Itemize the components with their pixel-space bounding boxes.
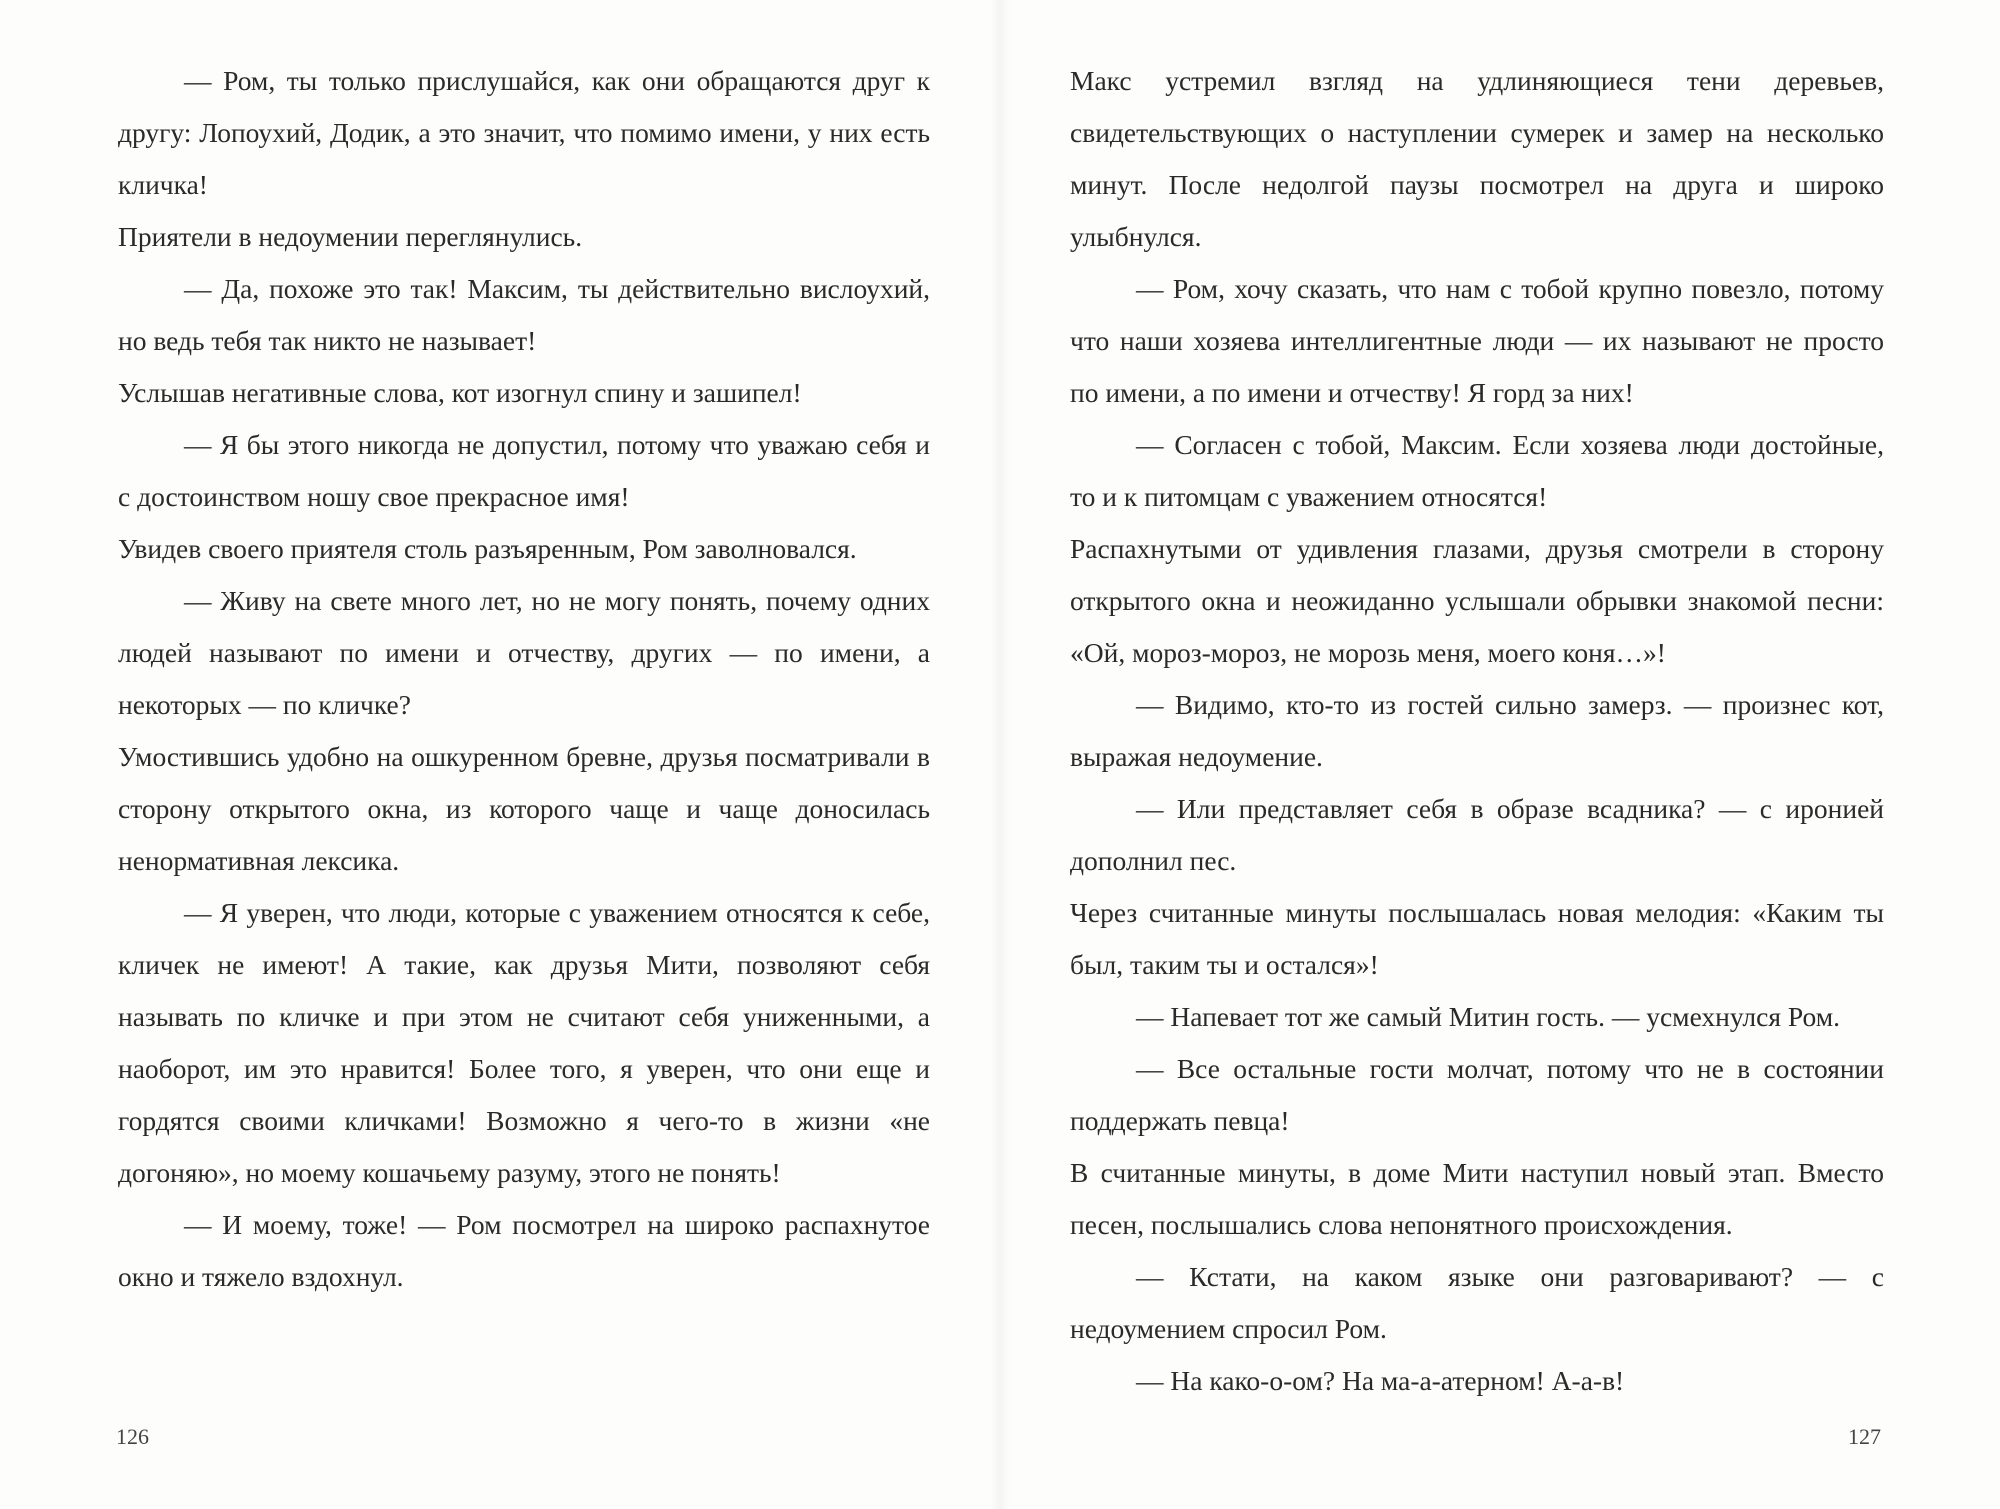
paragraph: — Ром, ты только прислушайся, как они обращаются друг к другу: Лопоухий, Додик, а это значит, что помимо имени, у них есть кличка! [118,65,930,200]
paragraph: — Или представляет себя в образе всадника? — с иронией дополнил пес. [1070,793,1884,876]
paragraph: — Я уверен, что люди, которые с уважением относятся к себе, кличек не имеют! А такие, как друзья Мити, позволяют себя называть по кличке и при этом не считают себя униженными, а наоборот, им это нравится! Более того, я уверен, что они еще и гордятся своими кличками! Возможно я чего-то в жизни «не догоняю», но моему кошачьему разуму, этого не понять! [118,897,930,1188]
paragraph: Распахнутыми от удивления глазами, друзья смотрели в сторону открытого окна и неожиданно услышали обрывки знакомой песни: «Ой, мороз-мороз, не морозь меня, моего коня…»! [1070,533,1884,668]
paragraph: — Согласен с тобой, Максим. Если хозяева люди достойные, то и к питомцам с уважением относятся! [1070,429,1884,512]
left-page [118,55,930,1303]
paragraph: — Ром, хочу сказать, что нам с тобой крупно повезло, потому что наши хозяева интеллигентные люди — их называют не просто по имени, а по имени и отчеству! Я горд за них! [1070,273,1884,408]
paragraph: Приятели в недоумении переглянулись. [118,221,583,252]
page-number-right: 127 [1848,1424,1881,1449]
paragraph: Умостившись удобно на ошкуренном бревне, друзья посматривали в сторону открытого окна, из которого чаще и чаще доносилась ненормативная лексика. [118,741,930,876]
paragraph: — Видимо, кто-то из гостей сильно замерз. — произнес кот, выражая недоумение. [1070,689,1884,772]
book-gutter [990,0,1010,1509]
paragraph: — Напевает тот же самый Митин гость. — усмехнулся Ром. [1136,1001,1840,1032]
paragraph: — И моему, тоже! — Ром посмотрел на широко распахнутое окно и тяжело вздохнул. [118,1209,930,1292]
paragraph: — Да, похоже это так! Максим, ты действительно вислоухий, но ведь тебя так никто не называет! [118,273,930,356]
paragraph: Через считанные минуты послышалась новая мелодия: «Каким ты был, таким ты и остался»! [1070,897,1884,980]
paragraph: — Все остальные гости молчат, потому что не в состоянии поддержать певца! [1070,1053,1884,1136]
paragraph: — На како-о-ом? На ма-а-атерном! А-а-в! [1136,1365,1625,1396]
paragraph: Макс устремил взгляд на удлиняющиеся тени деревьев, свидетельствующих о наступлении сумерек и замер на несколько минут. После недолгой паузы посмотрел на друга и широко улыбнулся. [1070,65,1884,252]
paragraph: Услышав негативные слова, кот изогнул спину и зашипел! [118,377,802,408]
right-page [1070,55,1884,1407]
paragraph: В считанные минуты, в доме Мити наступил новый этап. Вместо песен, послышались слова непонятного происхождения. [1070,1157,1884,1240]
paragraph: — Живу на свете много лет, но не могу понять, почему одних людей называют по имени и отчеству, других — по имени, а некоторых — по кличке? [118,585,930,720]
paragraph: — Кстати, на каком языке они разговаривают? — с недоумением спросил Ром. [1070,1261,1884,1344]
paragraph: Увидев своего приятеля столь разъяренным, Ром заволновался. [118,533,857,564]
page-number-left: 126 [116,1424,149,1449]
paragraph: — Я бы этого никогда не допустил, потому что уважаю себя и с достоинством ношу свое прекрасное имя! [118,429,930,512]
